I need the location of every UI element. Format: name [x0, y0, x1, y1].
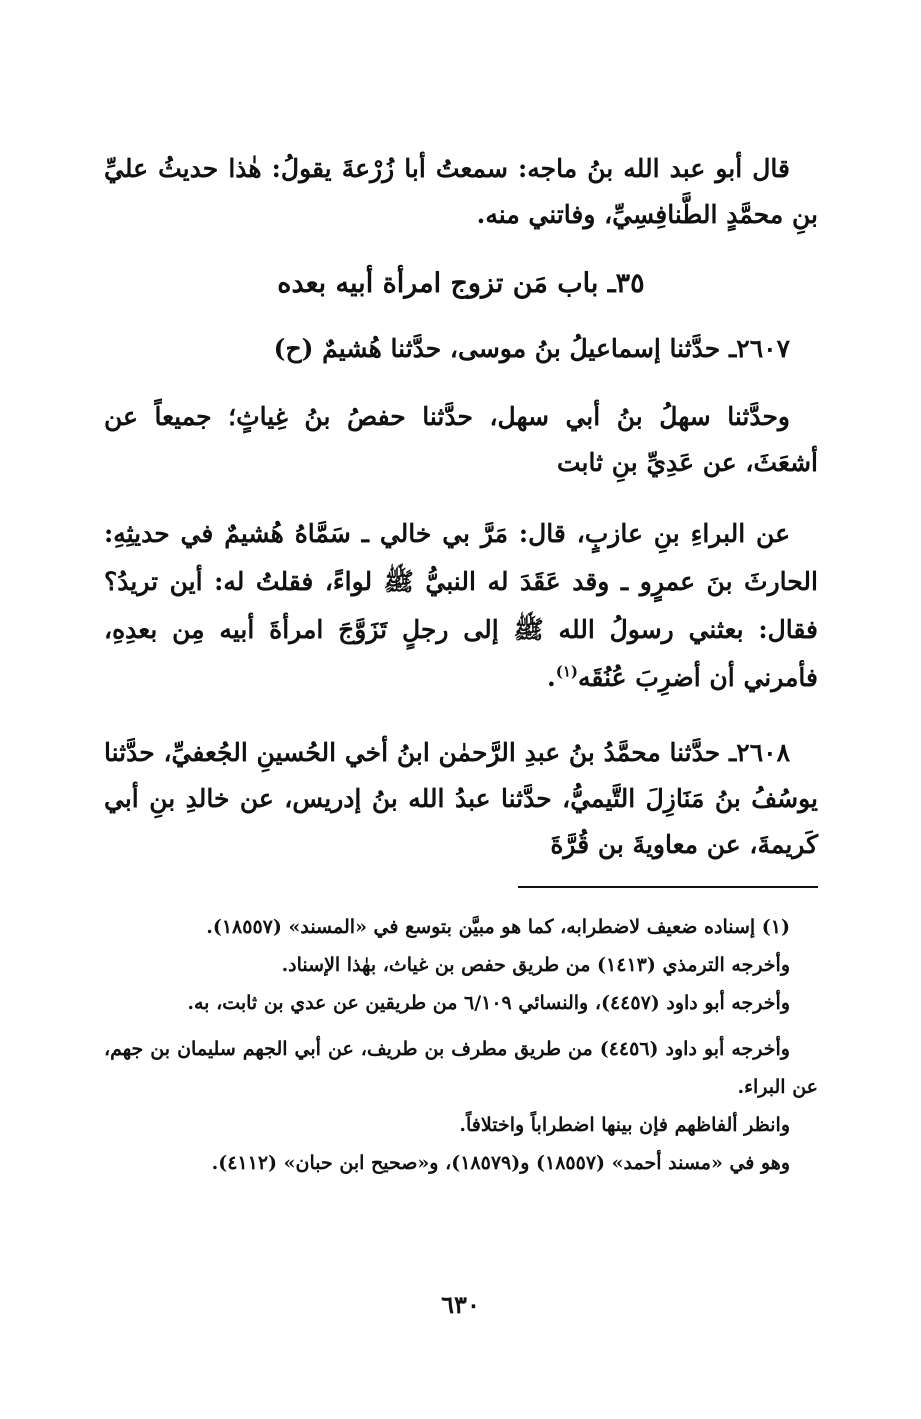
footnote-abu-dawud-nasai: وأخرجه أبو داود (٤٤٥٧)، والنسائي ٦/١٠٩ من طريقين عن عدي بن ثابت، به. — [187, 992, 790, 1014]
hadith-2607-isnad — [104, 326, 818, 372]
footnote-reference: (١) — [555, 662, 579, 681]
hadith-2608-text: ٢٦٠٨ـ حدَّثنا محمَّدُ بنُ عبدِ الرَّحمٰن ابنُ أخي الحُسينِ الجُعفيِّ، حدَّثنا يوسُفُ بنُ مَنَازِلَ التَّيميُّ، حدَّثنا عبدُ الله بنُ إدريس، عن خالدِ بنِ أبي كَريمةَ، عن معاويةَ بن قُرَّةَ — [104, 738, 818, 859]
hadith-2607-number-line: ٢٦٠٧ـ حدَّثنا إسماعيلُ بنُ موسى، حدَّثنا هُشيمٌ (ح) — [273, 334, 790, 363]
hadith-2607-second-isnad — [104, 394, 818, 486]
closing-remark-text: قال أبو عبد الله بنُ ماجه: سمعتُ أبا زُرْعةَ يقولُ: هٰذا حديثُ عليِّ بنِ محمَّدٍ الطَّنافِسِيِّ، وفاتني منه. — [104, 154, 818, 229]
matn-text: عن البراءِ بنِ عازبٍ، قال: مَرَّ بي خالي ـ سَمَّاهُ هُشيمٌ في حديثِهِ: الحارثَ بنَ عمرٍو ـ وقد عَقَدَ له النبيُّ ﷺ لواءً، فقلتُ له: أين تريدُ؟ فقال: بعثني رسولُ الله ﷺ إلى رجلٍ تَزَوَّجَ امرأةَ أبيه مِن بعدِهِ، فأمرني أن أضرِبَ عُنُقَه — [104, 519, 818, 692]
footnote-1: (١) إسناده ضعيف لاضطرابه، كما هو مبيَّن بتوسع في «المسند» (١٨٥٥٧). — [206, 916, 790, 938]
matn-end-period: . — [547, 663, 556, 692]
footnote-tirmidhi: وأخرجه الترمذي (١٤١٣) من طريق حفص بن غياث، بهٰذا الإسناد. — [281, 954, 790, 976]
footnote-divider — [518, 886, 818, 888]
footnote-wording-note: وانظر ألفاظهم فإن بينها اضطراباً واختلافاً. — [459, 1114, 790, 1136]
footnotes-section — [104, 908, 818, 1182]
footnote-abu-dawud-mutarrif: وأخرجه أبو داود (٤٤٥٦) من طريق مطرف بن طريف، عن أبي الجهم سليمان بن جهم، عن البراء. — [104, 1038, 818, 1098]
second-isnad-text: وحدَّثنا سهلُ بنُ أبي سهل، حدَّثنا حفصُ بنُ غِياثٍ؛ جميعاً عن أشعَثَ، عن عَدِيِّ بنِ ثابت — [104, 402, 818, 477]
footnote-musnad-references: وهو في «مسند أحمد» (١٨٥٥٧) و(١٨٥٧٩)، و«صحيح ابن حبان» (٤١١٢). — [211, 1152, 790, 1174]
chapter-heading: ٣٥ـ باب مَن تزوج امرأة أبيه بعده — [277, 268, 645, 299]
hadith-2607-matn — [104, 510, 818, 702]
page-number: ٦٣٠ — [441, 1290, 480, 1319]
matn-paragraph — [104, 510, 818, 702]
hadith-2608-isnad — [104, 730, 818, 868]
closing-remark-paragraph — [104, 146, 818, 238]
